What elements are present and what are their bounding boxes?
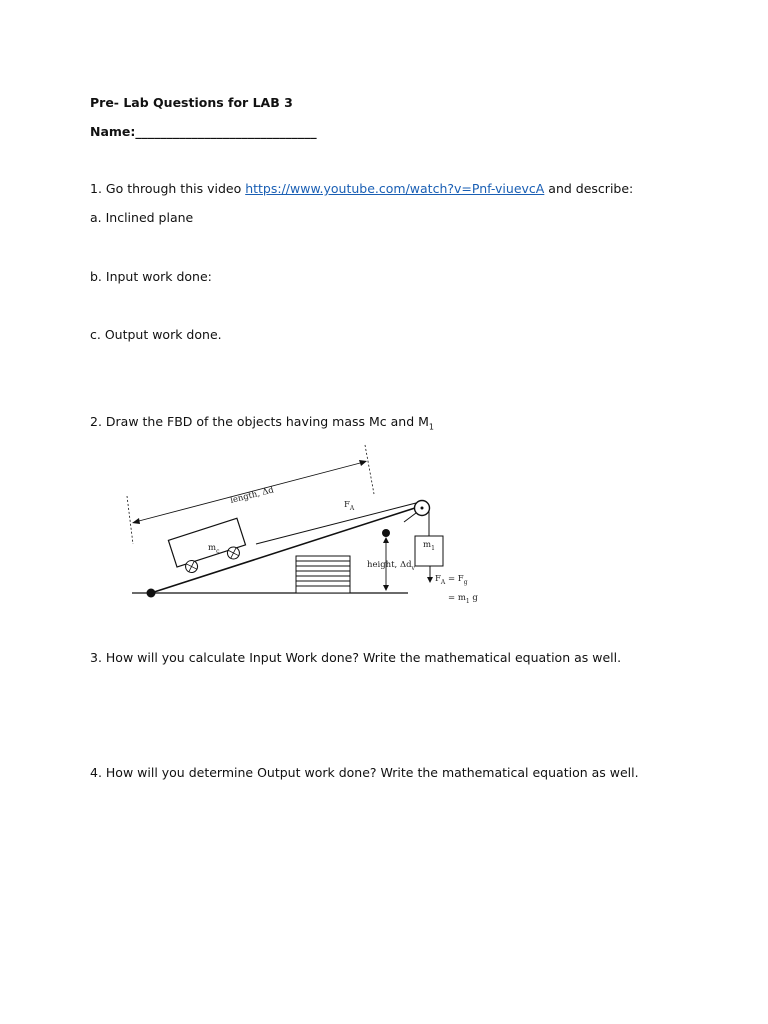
question-1a: a. Inclined plane <box>90 210 194 225</box>
question-1 <box>90 181 633 196</box>
incline-top-dot <box>382 529 390 537</box>
height-arrow-top <box>383 537 389 543</box>
height-label: height, $\Delta d_v$ <box>367 560 415 572</box>
question-1-suffix: and describe: <box>544 181 634 196</box>
length-tick-right <box>365 445 374 494</box>
question-1b: b. Input work done: <box>90 269 212 284</box>
force-equation-2: = $m_1$ g <box>448 593 478 605</box>
pulley-axle <box>421 507 424 510</box>
name-label: Name: <box>90 124 136 139</box>
force-arrow-head <box>427 577 433 583</box>
question-2 <box>90 414 434 432</box>
height-arrow-bottom <box>383 585 389 591</box>
pulley-bracket <box>404 513 416 522</box>
length-arrow-left-head <box>132 518 140 524</box>
string-line <box>256 503 416 544</box>
video-link[interactable]: https://www.youtube.com/watch?v=Pnf-viuevcA <box>245 181 545 196</box>
question-2-text: 2. Draw the FBD of the objects having mass Mc and M <box>90 414 429 429</box>
page-title: Pre- Lab Questions for LAB 3 <box>90 95 293 110</box>
question-4: 4. How will you determine Output work done? Write the mathematical equation as well. <box>90 765 639 780</box>
question-1c: c. Output work done. <box>90 327 222 342</box>
question-2-sub: 1 <box>428 422 435 432</box>
name-blank[interactable]: _____________________________ <box>135 124 317 139</box>
force-equation-1: $F_A = F_g$ <box>435 574 468 586</box>
length-tick-left <box>127 496 133 544</box>
question-1-prefix: 1. Go through this video <box>90 181 246 196</box>
length-label: length, Δd <box>229 485 275 506</box>
length-arrow-right-head <box>359 460 367 466</box>
applied-force-label: $F_A$ <box>344 500 355 512</box>
hanging-mass-label: $m_1$ <box>423 540 435 552</box>
block-stack <box>296 556 350 593</box>
name-line <box>90 124 317 139</box>
inclined-plane-diagram <box>118 440 538 615</box>
question-3: 3. How will you calculate Input Work done? Write the mathematical equation as well. <box>90 650 622 665</box>
incline-base-dot <box>147 589 156 598</box>
cart-mass-label: $m_c$ <box>208 543 220 555</box>
